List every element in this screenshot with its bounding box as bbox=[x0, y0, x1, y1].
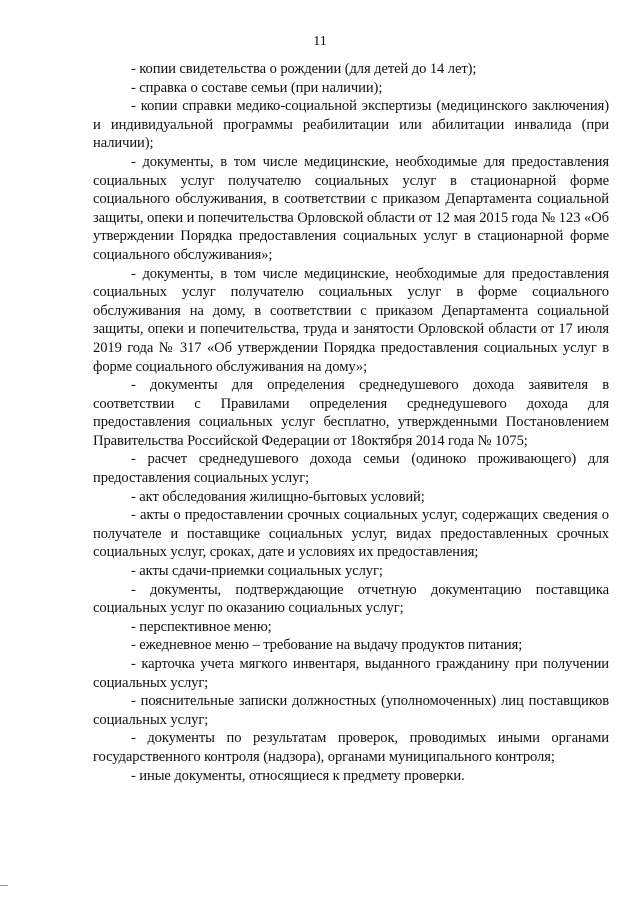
list-item: - документы, подтверждающие отчетную документацию поставщика социальных услуг по оказанию социальных услуг; bbox=[93, 581, 609, 617]
list-item: - документы по результатам проверок, проводимых иными органами государственного контроля (надзора), органами муниципального контроля; bbox=[93, 730, 609, 765]
list-item: - документы, в том числе медицинские, необходимые для предоставления социальных услуг получателю социальных услуг в стационарной форме социального обслуживания, в соответствии с приказом Департамента социальной защиты, опеки и попечительства Орловской области от 12 мая 2015 года № 123 «Об утверждении Порядка предоставления социальных услуг в стационарной форме социального обслуживания»; bbox=[93, 153, 609, 263]
list-item: - перспективное меню; bbox=[131, 618, 272, 635]
list-item: - расчет среднедушевого дохода семьи (одиноко проживающего) для предоставления социальных услуг; bbox=[93, 451, 609, 487]
list-item: - акты о предоставлении срочных социальных услуг, содержащих сведения о получателе и поставщике социальных услуг, видах предоставленных срочных социальных услуг, сроках, дате и условиях их предоставления; bbox=[93, 507, 609, 561]
list-item: - документы, в том числе медицинские, необходимые для предоставления социальных услуг получателю социальных услуг в форме социального обслуживания на дому, в соответствии с приказом Департамента социальной защиты, опеки и попечительства, труда и занятости Орловской области от 17 июля 2019 года № 317 «Об утверждении Порядка предоставления социальных услуг в форме социального обслуживания на дому»; bbox=[93, 265, 609, 375]
document-body bbox=[93, 60, 609, 785]
list-item: - ежедневное меню – требование на выдачу продуктов питания; bbox=[131, 637, 523, 654]
page-number: 11 bbox=[313, 34, 327, 49]
list-item: - карточка учета мягкого инвентаря, выданного гражданину при получении социальных услуг; bbox=[93, 656, 609, 691]
list-item: - пояснительные записки должностных (уполномоченных) лиц поставщиков социальных услуг; bbox=[93, 693, 609, 728]
list-item: - копии справки медико-социальной экспертизы (медицинского заключения) и индивидуальной программы реабилитации или абилитации инвалида (при наличии); bbox=[93, 98, 609, 152]
list-item: - документы для определения среднедушевого дохода заявителя в соответствии с Правилами определения среднедушевого дохода для предоставления социальных услуг бесплатно, утвержденными Постановлением Правительства Российской Федерации от 18октября 2014 года № 1075; bbox=[93, 377, 609, 449]
list-item: - справка о составе семьи (при наличии); bbox=[131, 79, 383, 96]
list-item: - акт обследования жилищно-бытовых условий; bbox=[131, 488, 425, 505]
list-item: - акты сдачи-приемки социальных услуг; bbox=[131, 563, 383, 580]
list-item: - копии свидетельства о рождении (для детей до 14 лет); bbox=[131, 61, 477, 77]
scan-edge-mark bbox=[0, 885, 8, 886]
list-item: - иные документы, относящиеся к предмету проверки. bbox=[131, 767, 465, 784]
